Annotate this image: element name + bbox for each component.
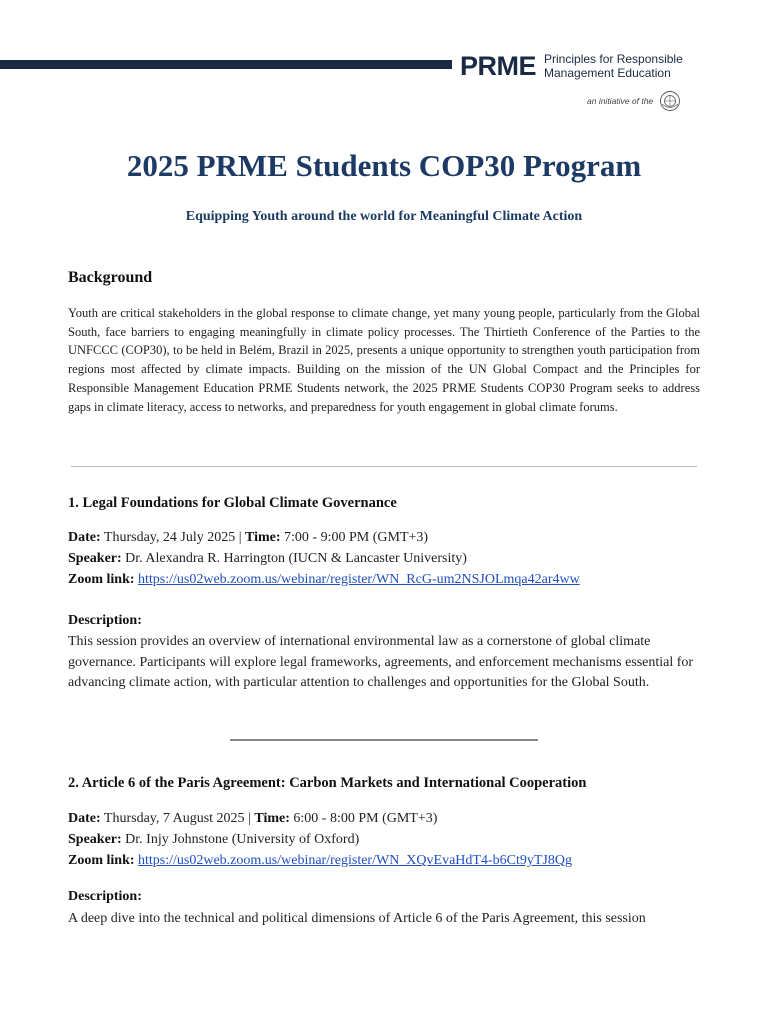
speaker-label: Speaker:	[68, 551, 122, 566]
session-2-zoom-line	[68, 853, 572, 869]
zoom-label: Zoom link:	[68, 853, 135, 868]
speaker-label: Speaker:	[68, 832, 122, 847]
background-heading: Background	[68, 269, 153, 286]
logo-line-1: Principles for Responsible	[544, 52, 683, 66]
session-1-zoom-line	[68, 572, 580, 588]
section-divider	[71, 466, 697, 467]
session-2-description-label	[68, 889, 142, 905]
session-1-time: 7:00 - 9:00 PM (GMT+3)	[284, 530, 429, 545]
session-2-title: 2. Article 6 of the Paris Agreement: Carbon Markets and International Cooperation	[68, 775, 587, 791]
separator: |	[248, 811, 251, 826]
session-1-description: This session provides an overview of international environmental law as a cornerstone of global climate governance. Participants will explore legal frameworks, agreements, and enforcement mechanisms essential for advancing climate action, with particular attention to challenges and opportunities for the Global South.	[68, 634, 694, 690]
logo-text	[544, 52, 683, 80]
prme-logo	[460, 52, 683, 80]
session-1-date: Thursday, 24 July 2025	[103, 530, 236, 545]
session-1-speaker: Dr. Alexandra R. Harrington (IUCN & Lancaster University)	[125, 551, 467, 566]
session-2-speaker: Dr. Injy Johnstone (University of Oxford)	[125, 832, 360, 847]
session-2-date: Thursday, 7 August 2025	[103, 811, 245, 826]
initiative-tagline	[587, 90, 681, 112]
date-label: Date:	[68, 811, 101, 826]
session-2-zoom-link[interactable]: https://us02web.zoom.us/webinar/register/WN_XQvEvaHdT4-b6Ct9yTJ8Qg	[138, 853, 572, 868]
session-divider	[230, 739, 538, 741]
background-paragraph: Youth are critical stakeholders in the global response to climate change, yet many young people, particularly from the Global South, face barriers to engaging meaningfully in climate policy processes. The Thirtieth Conference of the Parties to the UNFCCC (COP30), to be held in Belém, Brazil in 2025, presents a unique opportunity to strengthen youth participation from regions most affected by climate impacts. Building on the mission of the UN Global Compact and the Principles for Responsible Management Education PRME Students network, the 2025 PRME Students COP30 Program seeks to address gaps in climate literacy, access to networks, and preparedness for youth engagement in global climate forums.	[68, 306, 700, 414]
session-1-zoom-link[interactable]: https://us02web.zoom.us/webinar/register/WN_RcG-um2NSJOLmqa42ar4ww	[138, 572, 580, 587]
session-1-speaker-line	[68, 551, 467, 567]
description-label: Description:	[68, 613, 142, 628]
session-1-title: 1. Legal Foundations for Global Climate Governance	[68, 495, 397, 511]
session-2-description: A deep dive into the technical and political dimensions of Article 6 of the Paris Agreement, this session	[68, 911, 646, 926]
logo-line-2: Management Education	[544, 66, 671, 80]
date-label: Date:	[68, 530, 101, 545]
session-1-date-line	[68, 530, 428, 546]
separator: |	[238, 530, 242, 545]
session-1-description-label	[68, 613, 142, 629]
session-2-time: 6:00 - 8:00 PM (GMT+3)	[293, 811, 438, 826]
logo-mark: PRME	[460, 50, 537, 81]
zoom-label: Zoom link:	[68, 572, 135, 587]
session-2-date-line	[68, 811, 437, 827]
time-label: Time:	[245, 530, 281, 545]
session-2-speaker-line	[68, 832, 359, 848]
header-bar	[0, 60, 452, 69]
page-subtitle: Equipping Youth around the world for Meaningful Climate Action	[185, 209, 583, 224]
global-compact-emblem-icon	[659, 90, 681, 112]
time-label: Time:	[254, 811, 290, 826]
initiative-text: an initiative of the	[587, 96, 654, 106]
page-title: 2025 PRME Students COP30 Program	[126, 148, 642, 183]
description-label: Description:	[68, 889, 142, 904]
